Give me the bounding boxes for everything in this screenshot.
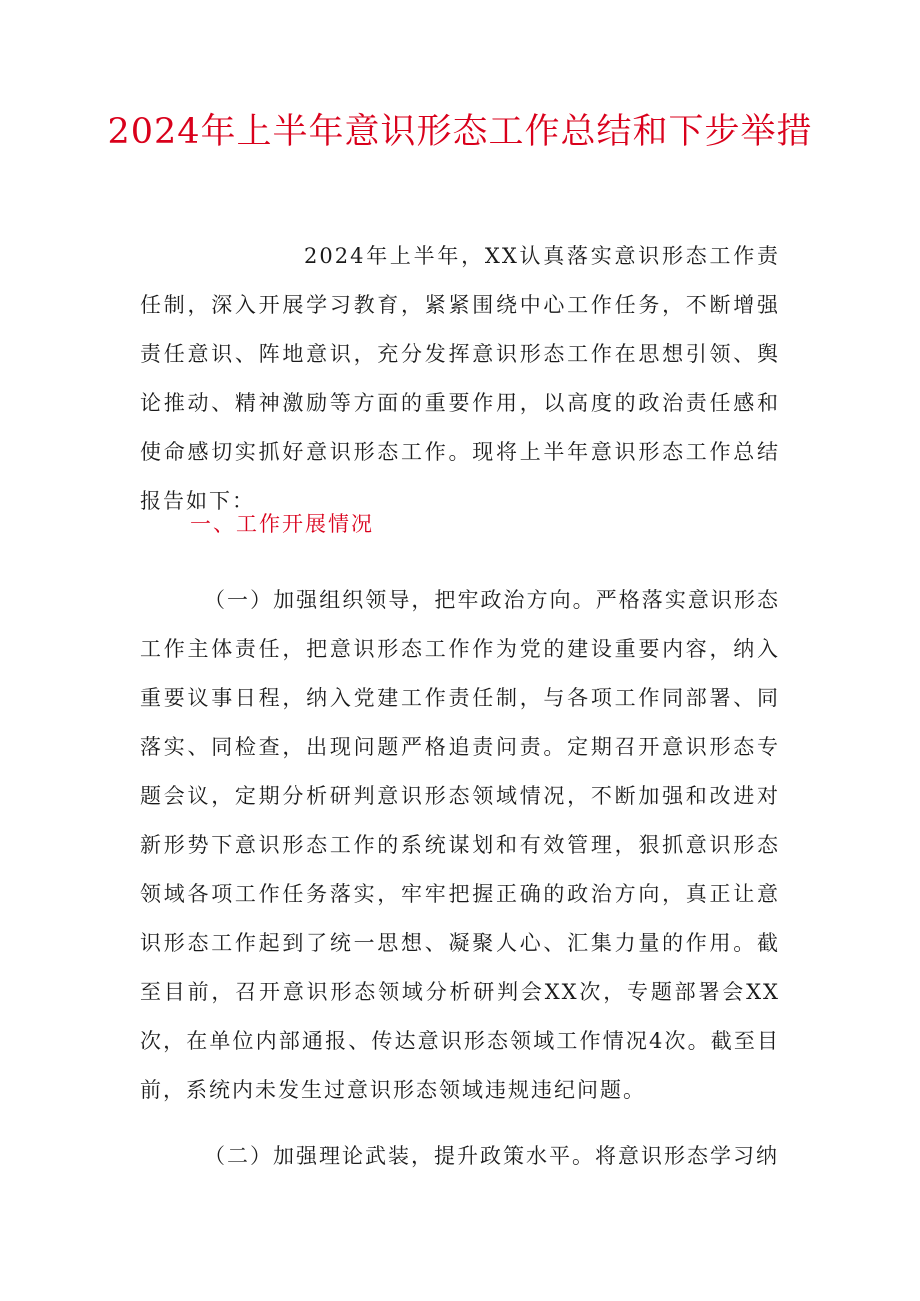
section-heading-work-status: 一、工作开展情况 (190, 512, 374, 536)
paragraph-organization-leadership: （一）加强组织领导，把牢政治方向。严格落实意识形态工作主体责任，把意识形态工作作为党的建设重要内容，纳入重要议事日程，纳入党建工作责任制，与各项工作同部署、同落实、同检查，出现问题严格追责问责。定期召开意识形态专题会议，定期分析研判意识形态领域情况，不断加强和改进对新形势下意识形态工作的系统谋划和有效管理，狠抓意识形态领域各项工作任务落实，牢牢把握正确的政治方向，真正让意识形态工作起到了统一思想、凝聚人心、汇集力量的作用。截至目前，召开意识形态领域分析研判会XX次，专题部署会XX次，在单位内部通报、传达意识形态领域工作情况4次。截至目前，系统内未发生过意识形态领域违规违纪问题。 (140, 588, 780, 1102)
document-title: 2024年上半年意识形态工作总结和下步举措 (107, 112, 813, 152)
paragraph-theory-study: （二）加强理论武装，提升政策水平。将意识形态学习纳 (204, 1144, 779, 1168)
intro-paragraph: 2024年上半年，XX认真落实意识形态工作责任制，深入开展学习教育，紧紧围绕中心工作任务，不断增强责任意识、阵地意识，充分发挥意识形态工作在思想引领、舆论推动、精神激励等方面的重要作用，以高度的政治责任感和使命感切实抓好意识形态工作。现将上半年意识形态工作总结报告如下： (140, 244, 780, 513)
